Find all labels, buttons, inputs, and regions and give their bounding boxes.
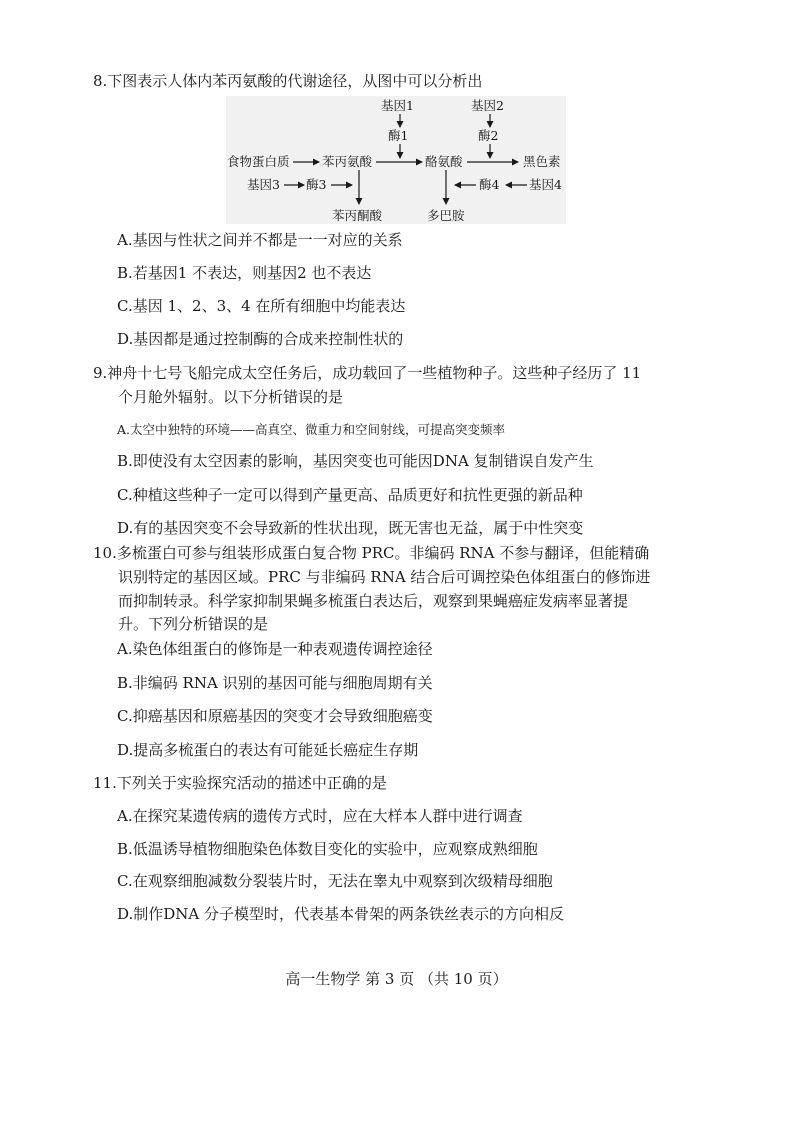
- metabolic-pathway-diagram: [226, 96, 566, 224]
- q8-option-b: B.若基因1 不表达，则基因2 也不表达: [117, 264, 372, 282]
- q9-stem-line-2: 个月舱外辐射。以下分析错误的是: [118, 388, 344, 406]
- q10-stem-line-4: 升。下列分析错误的是: [118, 615, 269, 633]
- melanin-label: 黑色素: [523, 154, 561, 169]
- tyrosine-label: 酪氨酸: [425, 154, 463, 169]
- q11-option-b: B.低温诱导植物细胞染色体数目变化的实验中，应观察成熟细胞: [117, 840, 538, 858]
- q9-option-b: B.即使没有太空因素的影响，基因突变也可能因DNA 复制错误自发产生: [117, 452, 594, 470]
- q9-option-a: A.太空中独特的环境——高真空、微重力和空间射线，可提高突变频率: [117, 422, 506, 437]
- q9-stem-line-1: 9.神舟十七号飞船完成太空任务后，成功载回了一些植物种子。这些种子经历了 11: [93, 364, 642, 382]
- gene3-label: 基因3: [247, 177, 280, 192]
- q11-option-a: A.在探究某遗传病的遗传方式时，应在大样本人群中进行调查: [117, 807, 523, 825]
- q11-option-d: D.制作DNA 分子模型时，代表基本骨架的两条铁丝表示的方向相反: [117, 905, 565, 923]
- gene4-label: 基因4: [529, 177, 562, 192]
- q10-stem-line-3: 而抑制转录。科学家抑制果蝇多梳蛋白表达后，观察到果蝇癌症发病率显著提: [118, 592, 629, 610]
- q11-option-c: C.在观察细胞减数分裂装片时，无法在睾丸中观察到次级精母细胞: [117, 872, 553, 890]
- gene1-label: 基因1: [381, 98, 414, 113]
- enzyme3-label: 酶3: [306, 177, 327, 192]
- enzyme4-label: 酶4: [479, 177, 500, 192]
- q8-option-c: C.基因 1、2、3、4 在所有细胞中均能表达: [117, 297, 406, 315]
- q10-option-b: B.非编码 RNA 识别的基因可能与细胞周期有关: [117, 674, 433, 692]
- phenylalanine-label: 苯丙氨酸: [322, 154, 373, 169]
- q10-stem-line-2: 识别特定的基因区域。PRC 与非编码 RNA 结合后可调控染色体组蛋白的修饰进: [118, 568, 651, 586]
- q10-option-a: A.染色体组蛋白的修饰是一种表观遗传调控途径: [117, 640, 433, 658]
- q8-option-d: D.基因都是通过控制酶的合成来控制性状的: [117, 330, 404, 348]
- q11-stem: 11.下列关于实验探究活动的描述中正确的是: [93, 774, 387, 792]
- q8-stem: 8.下图表示人体内苯丙氨酸的代谢途径，从图中可以分析出: [93, 72, 483, 90]
- q9-option-d: D.有的基因突变不会导致新的性状出现，既无害也无益，属于中性突变: [117, 519, 584, 537]
- dopamine-label: 多巴胺: [427, 208, 465, 223]
- q9-option-c: C.种植这些种子一定可以得到产量更高、品质更好和抗性更强的新品种: [117, 486, 583, 504]
- q10-option-c: C.抑癌基因和原癌基因的突变才会导致细胞癌变: [117, 707, 433, 725]
- food-protein-label: 食物蛋白质: [227, 154, 290, 169]
- gene2-label: 基因2: [471, 98, 504, 113]
- enzyme2-label: 酶2: [478, 128, 499, 143]
- phenylpyruvate-label: 苯丙酮酸: [332, 208, 383, 223]
- enzyme1-label: 酶1: [388, 128, 409, 143]
- q10-option-d: D.提高多梳蛋白的表达有可能延长癌症生存期: [117, 741, 419, 759]
- q8-option-a: A.基因与性状之间并不都是一一对应的关系: [117, 231, 403, 249]
- page-footer: 高一生物学 第 3 页 （共 10 页）: [285, 970, 508, 988]
- q10-stem-line-1: 10.多梳蛋白可参与组装形成蛋白复合物 PRC。非编码 RNA 不参与翻译，但能精确: [93, 544, 650, 562]
